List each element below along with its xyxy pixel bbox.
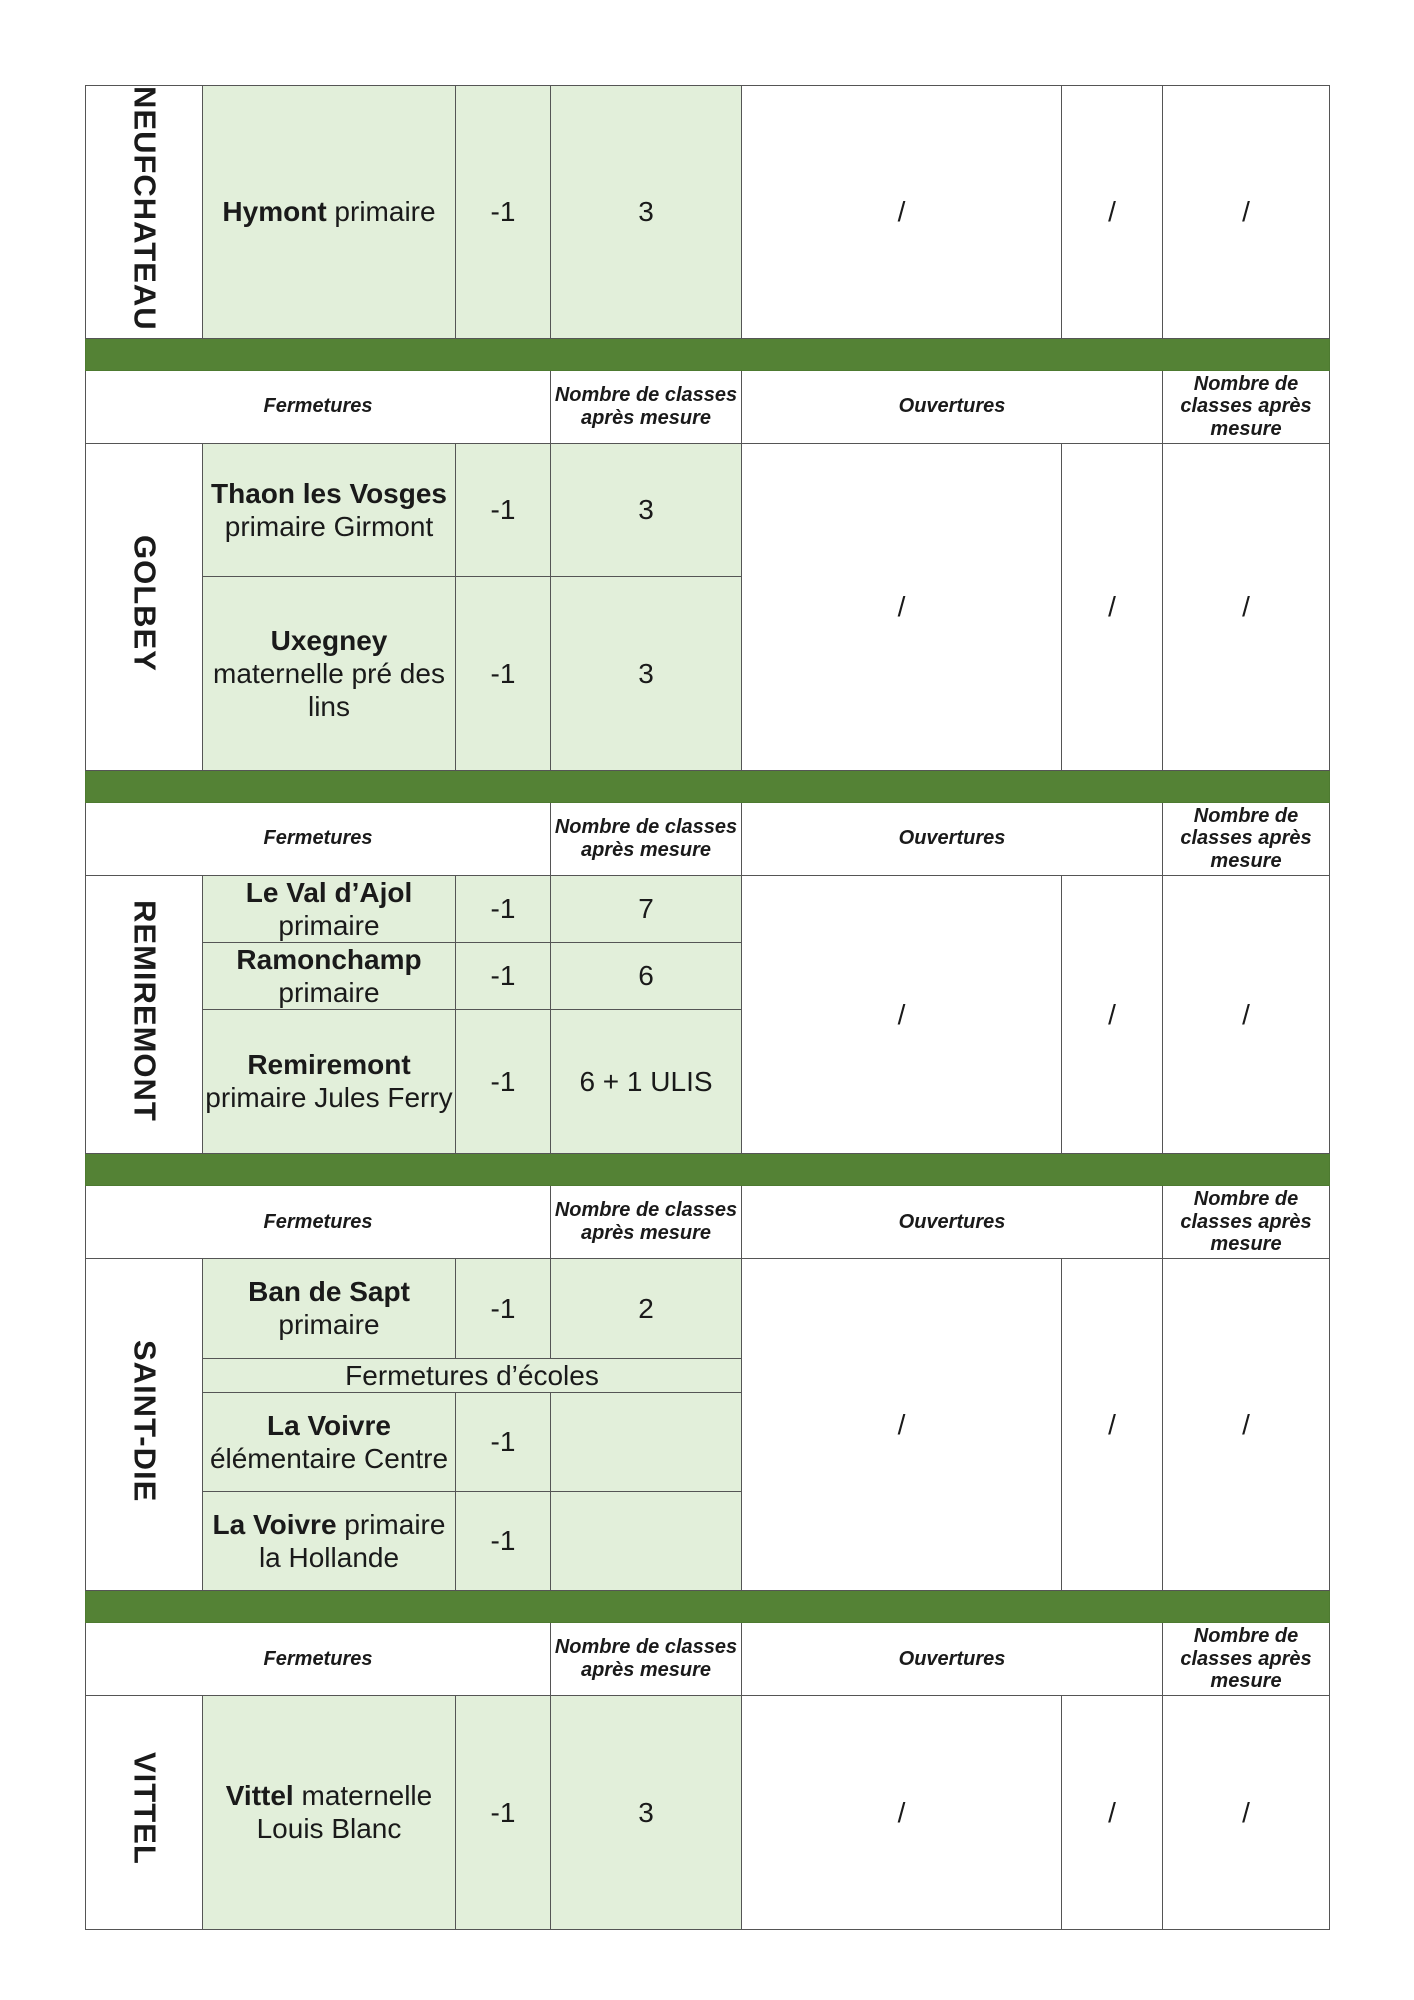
ouverture-classes-cell: / <box>1163 1258 1330 1590</box>
classes-cell: 2 <box>551 1258 742 1358</box>
header-ouvertures: Ouvertures <box>742 802 1163 875</box>
circonscription-neufchateau: NEUFCHATEAU <box>86 86 203 339</box>
header-fermetures: Fermetures <box>86 1622 551 1695</box>
header-nombre-right: Nombre de classes après mesure <box>1163 1185 1330 1258</box>
header-nombre: Nombre de classes après mesure <box>551 1185 742 1258</box>
classes-cell: 3 <box>551 443 742 576</box>
delta-cell: -1 <box>456 1491 551 1590</box>
header-nombre-right: Nombre de classes après mesure <box>1163 1622 1330 1695</box>
ouverture-delta-cell: / <box>1062 1258 1163 1590</box>
school-cell: Remiremont primaire Jules Ferry <box>203 1009 456 1153</box>
school-cell: Ramonchamp primaire <box>203 942 456 1009</box>
classes-cell <box>551 1392 742 1491</box>
header-ouvertures: Ouvertures <box>742 1185 1163 1258</box>
section-separator <box>86 770 1330 802</box>
delta-cell: -1 <box>456 1392 551 1491</box>
classes-cell: 6 <box>551 942 742 1009</box>
classes-cell: 7 <box>551 875 742 942</box>
ouverture-delta-cell: / <box>1062 875 1163 1153</box>
header-row <box>86 802 1330 875</box>
header-ouvertures: Ouvertures <box>742 370 1163 443</box>
classes-cell: 6 + 1 ULIS <box>551 1009 742 1153</box>
fermetures-ecoles-label: Fermetures d’écoles <box>203 1358 742 1392</box>
table-row <box>86 1258 1330 1358</box>
header-fermetures: Fermetures <box>86 802 551 875</box>
school-cell: Hymont primaire <box>203 86 456 339</box>
school-cell: La Voivre primaire la Hollande <box>203 1491 456 1590</box>
ouverture-classes-cell: / <box>1163 875 1330 1153</box>
ouverture-cell: / <box>742 443 1062 770</box>
table-row <box>86 86 1330 339</box>
header-nombre: Nombre de classes après mesure <box>551 802 742 875</box>
delta-cell: -1 <box>456 86 551 339</box>
delta-cell: -1 <box>456 875 551 942</box>
school-cell: La Voivre élémentaire Centre <box>203 1392 456 1491</box>
ouverture-classes-cell: / <box>1163 443 1330 770</box>
ouverture-delta-cell: / <box>1062 443 1163 770</box>
ouverture-delta-cell: / <box>1062 86 1163 339</box>
header-fermetures: Fermetures <box>86 1185 551 1258</box>
delta-cell: -1 <box>456 942 551 1009</box>
header-nombre: Nombre de classes après mesure <box>551 1622 742 1695</box>
section-separator <box>86 1590 1330 1622</box>
circonscription-remiremont: REMIREMONT <box>86 875 203 1153</box>
delta-cell: -1 <box>456 1695 551 1929</box>
ouverture-classes-cell: / <box>1163 1695 1330 1929</box>
school-cell: Le Val d’Ajol primaire <box>203 875 456 942</box>
classes-cell: 3 <box>551 576 742 770</box>
circonscription-vittel: VITTEL <box>86 1695 203 1929</box>
delta-cell: -1 <box>456 576 551 770</box>
header-fermetures: Fermetures <box>86 370 551 443</box>
delta-cell: -1 <box>456 1009 551 1153</box>
ouverture-cell: / <box>742 1258 1062 1590</box>
circonscription-saint-die: SAINT-DIE <box>86 1258 203 1590</box>
header-row <box>86 370 1330 443</box>
school-cell: Vittel maternelle Louis Blanc <box>203 1695 456 1929</box>
header-row <box>86 1185 1330 1258</box>
classes-cell: 3 <box>551 1695 742 1929</box>
school-cell: Uxegney maternelle pré des lins <box>203 576 456 770</box>
delta-cell: -1 <box>456 443 551 576</box>
classes-cell <box>551 1491 742 1590</box>
ouverture-classes-cell: / <box>1163 86 1330 339</box>
header-ouvertures: Ouvertures <box>742 1622 1163 1695</box>
school-cell: Ban de Sapt primaire <box>203 1258 456 1358</box>
ouverture-cell: / <box>742 1695 1062 1929</box>
section-separator <box>86 1153 1330 1185</box>
circonscription-golbey: GOLBEY <box>86 443 203 770</box>
table-row <box>86 875 1330 942</box>
table-row <box>86 443 1330 576</box>
ouverture-cell: / <box>742 875 1062 1153</box>
header-nombre-right: Nombre de classes après mesure <box>1163 370 1330 443</box>
header-row <box>86 1622 1330 1695</box>
carte-scolaire-table <box>85 85 1330 1930</box>
school-cell: Thaon les Vosges primaire Girmont <box>203 443 456 576</box>
header-nombre: Nombre de classes après mesure <box>551 370 742 443</box>
section-separator <box>86 338 1330 370</box>
table-row <box>86 1695 1330 1929</box>
delta-cell: -1 <box>456 1258 551 1358</box>
ouverture-cell: / <box>742 86 1062 339</box>
ouverture-delta-cell: / <box>1062 1695 1163 1929</box>
header-nombre-right: Nombre de classes après mesure <box>1163 802 1330 875</box>
classes-cell: 3 <box>551 86 742 339</box>
